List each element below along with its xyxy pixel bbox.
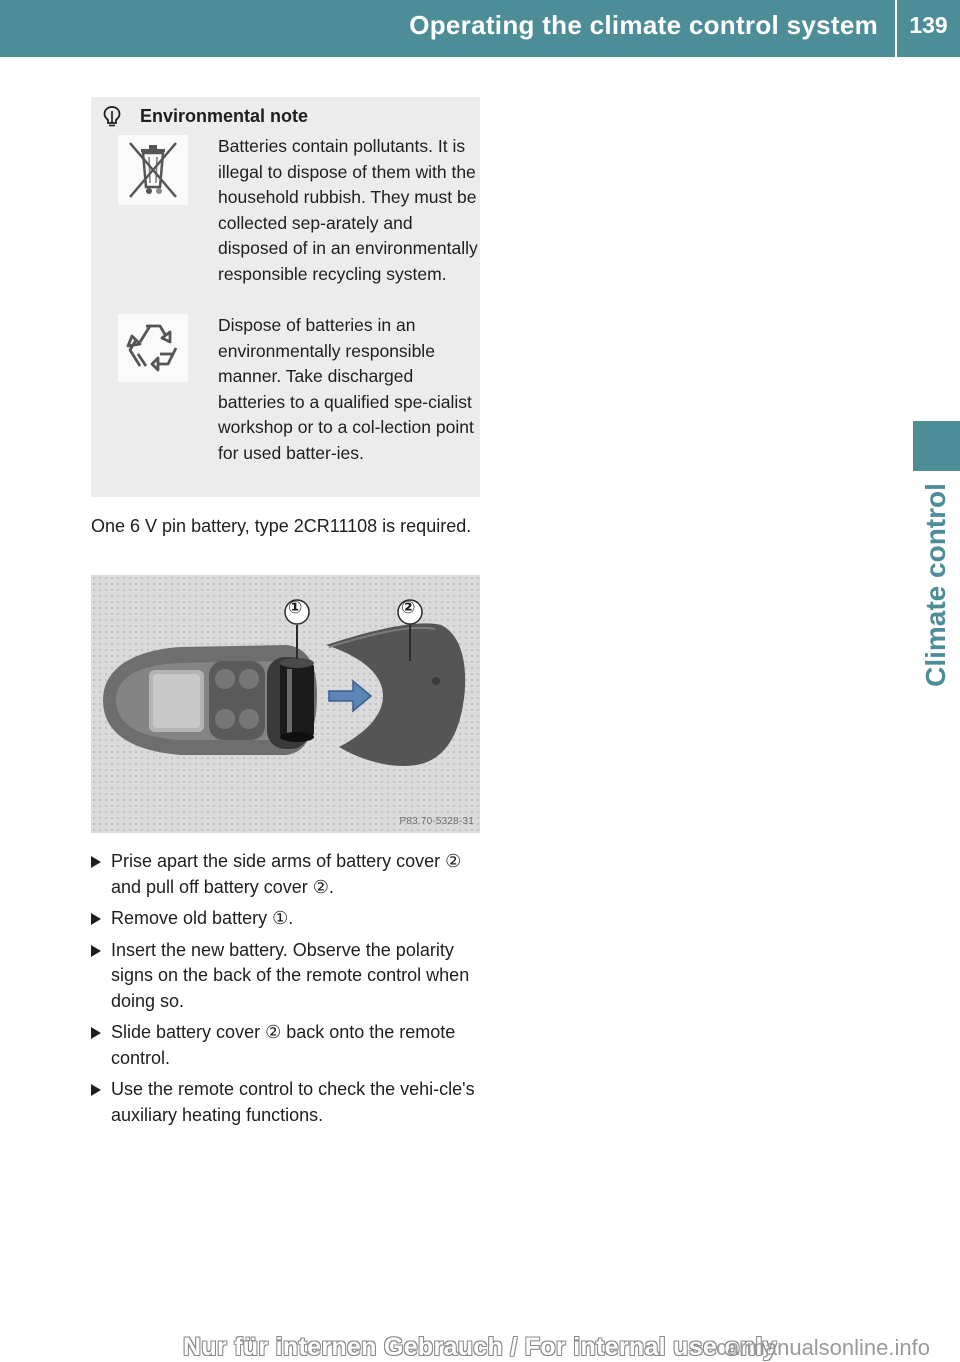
step-text: Use the remote control to check the vehi-cle's auxiliary heating functions. <box>111 1079 475 1125</box>
environmental-note <box>91 97 480 497</box>
step-arrow-icon <box>91 1084 101 1096</box>
page-number: 139 <box>909 12 948 38</box>
step-arrow-icon <box>91 856 101 868</box>
battery-replacement-figure <box>91 575 480 833</box>
callout-2-label: ② <box>401 598 416 617</box>
callout-1-label: ① <box>288 598 303 617</box>
page-header <box>0 0 960 57</box>
step-arrow-icon <box>91 1027 101 1039</box>
note-text-pollutants: Batteries contain pollutants. It is illegal to dispose of them with the household rubbish. They must be collected sep-arately and disposed of in an environmentally responsible recycling system. <box>218 136 478 284</box>
step-text: Insert the new battery. Observe the polarity signs on the back of the remote control when doing so. <box>111 939 470 1011</box>
step-arrow-icon <box>91 913 101 925</box>
chapter-title: Operating the climate control system <box>409 10 878 40</box>
direction-arrow-icon <box>329 681 371 711</box>
step-text: Remove old battery ①. <box>111 908 294 928</box>
figure-reference: P83.70-5328-31 <box>399 816 474 827</box>
site-watermark: carmanualsonline.info <box>715 1335 930 1360</box>
step-item <box>91 938 486 1015</box>
crossed-bin-icon <box>118 135 188 205</box>
step-item <box>91 1020 486 1071</box>
section-tab-marker <box>913 421 960 471</box>
step-item <box>91 906 486 932</box>
step-item <box>91 849 486 900</box>
note-header <box>101 105 308 127</box>
instruction-steps <box>91 849 486 1134</box>
intro-paragraph: One 6 V pin battery, type 2CR11108 is required. <box>91 516 472 536</box>
step-arrow-icon <box>91 945 101 957</box>
note-title: Environmental note <box>140 105 309 126</box>
section-label: Climate control <box>920 483 951 687</box>
step-text: Slide battery cover ② back onto the remote control. <box>111 1022 456 1068</box>
recycling-icon <box>118 314 188 382</box>
step-text: Prise apart the side arms of battery cover ② and pull off battery cover ②. <box>111 851 462 897</box>
step-item <box>91 1077 486 1128</box>
lightbulb-icon <box>101 105 123 127</box>
note-text-disposal: Dispose of batteries in an environmentally responsible manner. Take discharged batteries to a qualified spe-cialist workshop or to a col-lection point for used batter-ies. <box>218 315 474 463</box>
battery-illustration <box>280 658 314 742</box>
internal-use-footer: Nur für internen Gebrauch / For internal use only <box>183 1333 777 1361</box>
